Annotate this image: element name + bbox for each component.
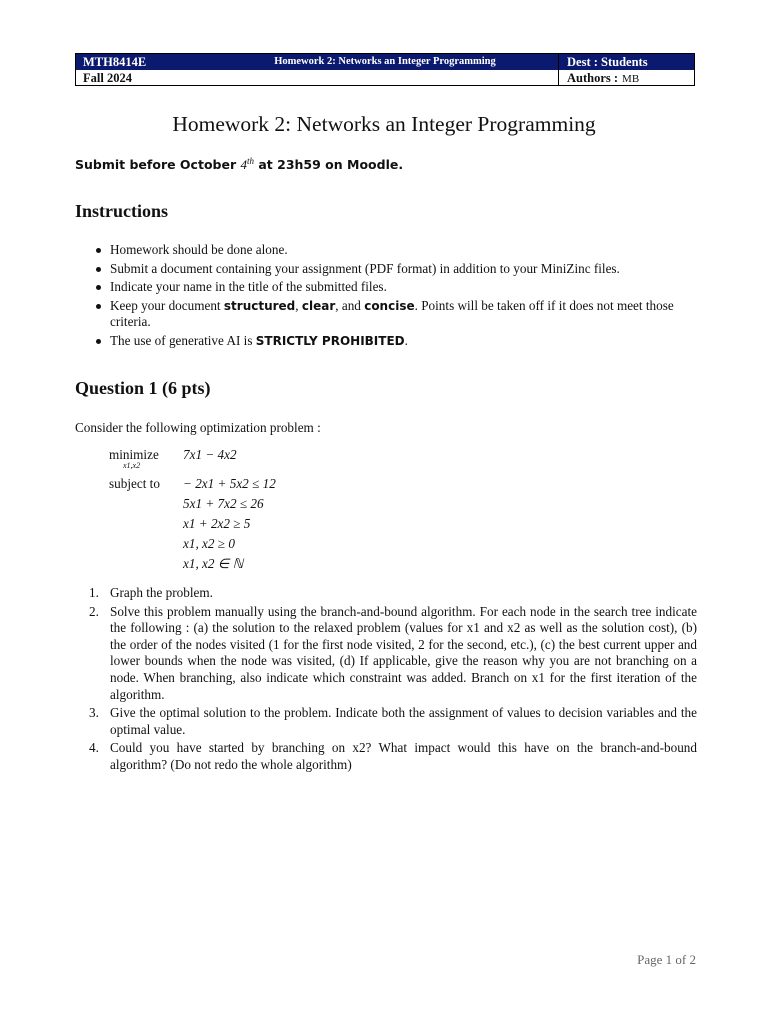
emph-structured: structured (223, 298, 296, 313)
minimize-label: minimize (109, 447, 159, 462)
emph-clear: clear (301, 298, 336, 313)
constraint: x1 + 2x2 ≥ 5 (183, 516, 251, 531)
task-number: 1. (89, 585, 99, 600)
task-text: Graph the problem. (110, 585, 213, 600)
constraint: x1, x2 ∈ ℕ (183, 556, 244, 571)
item4-text-c: , (295, 297, 299, 313)
list-item (75, 705, 697, 738)
item4-text-a: Keep your document (110, 297, 221, 313)
item4-text-e: , and (335, 297, 361, 313)
header-divider (558, 54, 559, 85)
task-text: Give the optimal solution to the problem. Indicate both the assignment of values to decision variables and the optimal value. (110, 705, 697, 737)
list-item: Homework should be done alone. (75, 242, 697, 259)
task-number: 4. (89, 740, 99, 756)
list-item (75, 740, 697, 773)
course-code: MTH8414E (83, 55, 147, 69)
instructions-list (75, 242, 697, 351)
list-item (75, 333, 697, 350)
submit-prefix: Submit before October (75, 157, 237, 173)
minimize-subscript: x1,x2 (123, 461, 141, 470)
emph-concise: concise (364, 298, 415, 313)
item4-text-g: . Points will be taken off if it does not meet those criteria. (110, 297, 674, 329)
header-term: Fall 2024 (83, 71, 132, 85)
item5-text-c: . (404, 332, 408, 348)
header-authors (567, 70, 639, 87)
instructions-heading: Instructions (75, 201, 169, 221)
question1-tasks (75, 585, 697, 776)
submit-deadline (75, 156, 403, 173)
list-item: Indicate your name in the title of the submitted files. (75, 279, 697, 296)
list-item (75, 585, 697, 602)
submit-day: 4 (240, 157, 247, 173)
page-number: Page 1 of 2 (637, 952, 696, 967)
constraint: 5x1 + 7x2 ≤ 26 (183, 496, 264, 511)
question1-heading: Question 1 (6 pts) (75, 378, 211, 398)
item5-text-a: The use of generative AI is (110, 332, 253, 348)
task-text: Solve this problem manually using the branch-and-bound algorithm. For each node in the search tree indicate the following : (a) the solution to the relaxed problem (values for x1 and x2 as well as the solution cost), (b) the order of the nodes visited (1 for the first node visited, 2 for the second, etc.), (c) the best current upper and lower bounds when the node was visited, (d) If applicable, give the reason why you are not branching on a node. When branching, also indicate which constraint was added. Branch on x1 for the first iteration of the algorithm. (110, 603, 697, 702)
question1-intro: Consider the following optimization problem : (75, 420, 321, 435)
subject-to-label: subject to (109, 476, 160, 491)
header-box (75, 53, 695, 86)
list-item: Submit a document containing your assignment (PDF format) in addition to your MiniZinc files. (75, 261, 697, 278)
constraint: − 2x1 + 5x2 ≤ 12 (183, 476, 276, 491)
constraint: x1, x2 ≥ 0 (183, 536, 235, 551)
objective: 7x1 − 4x2 (183, 447, 237, 462)
task-text: Could you have started by branching on x2? What impact would this have on the branch-and-bound algorithm? (Do not redo the whole algorithm) (110, 740, 697, 772)
header-dest: Dest : Students (567, 55, 648, 69)
page-title: Homework 2: Networks an Integer Programming (172, 112, 596, 136)
list-item (75, 298, 697, 331)
task-number: 3. (89, 705, 99, 721)
submit-suffix: at 23h59 on Moodle. (258, 157, 404, 173)
submit-day-sup: th (246, 156, 254, 166)
header-top-band (76, 54, 694, 70)
authors-value: MB (622, 73, 640, 85)
authors-label: Authors : (567, 71, 619, 85)
list-item (75, 604, 697, 704)
emph-prohibited: STRICTLY PROHIBITED (255, 333, 405, 348)
header-doc-title: Homework 2: Networks an Integer Programming (274, 56, 496, 67)
header-bottom-band (76, 70, 694, 86)
task-number: 2. (89, 603, 99, 619)
